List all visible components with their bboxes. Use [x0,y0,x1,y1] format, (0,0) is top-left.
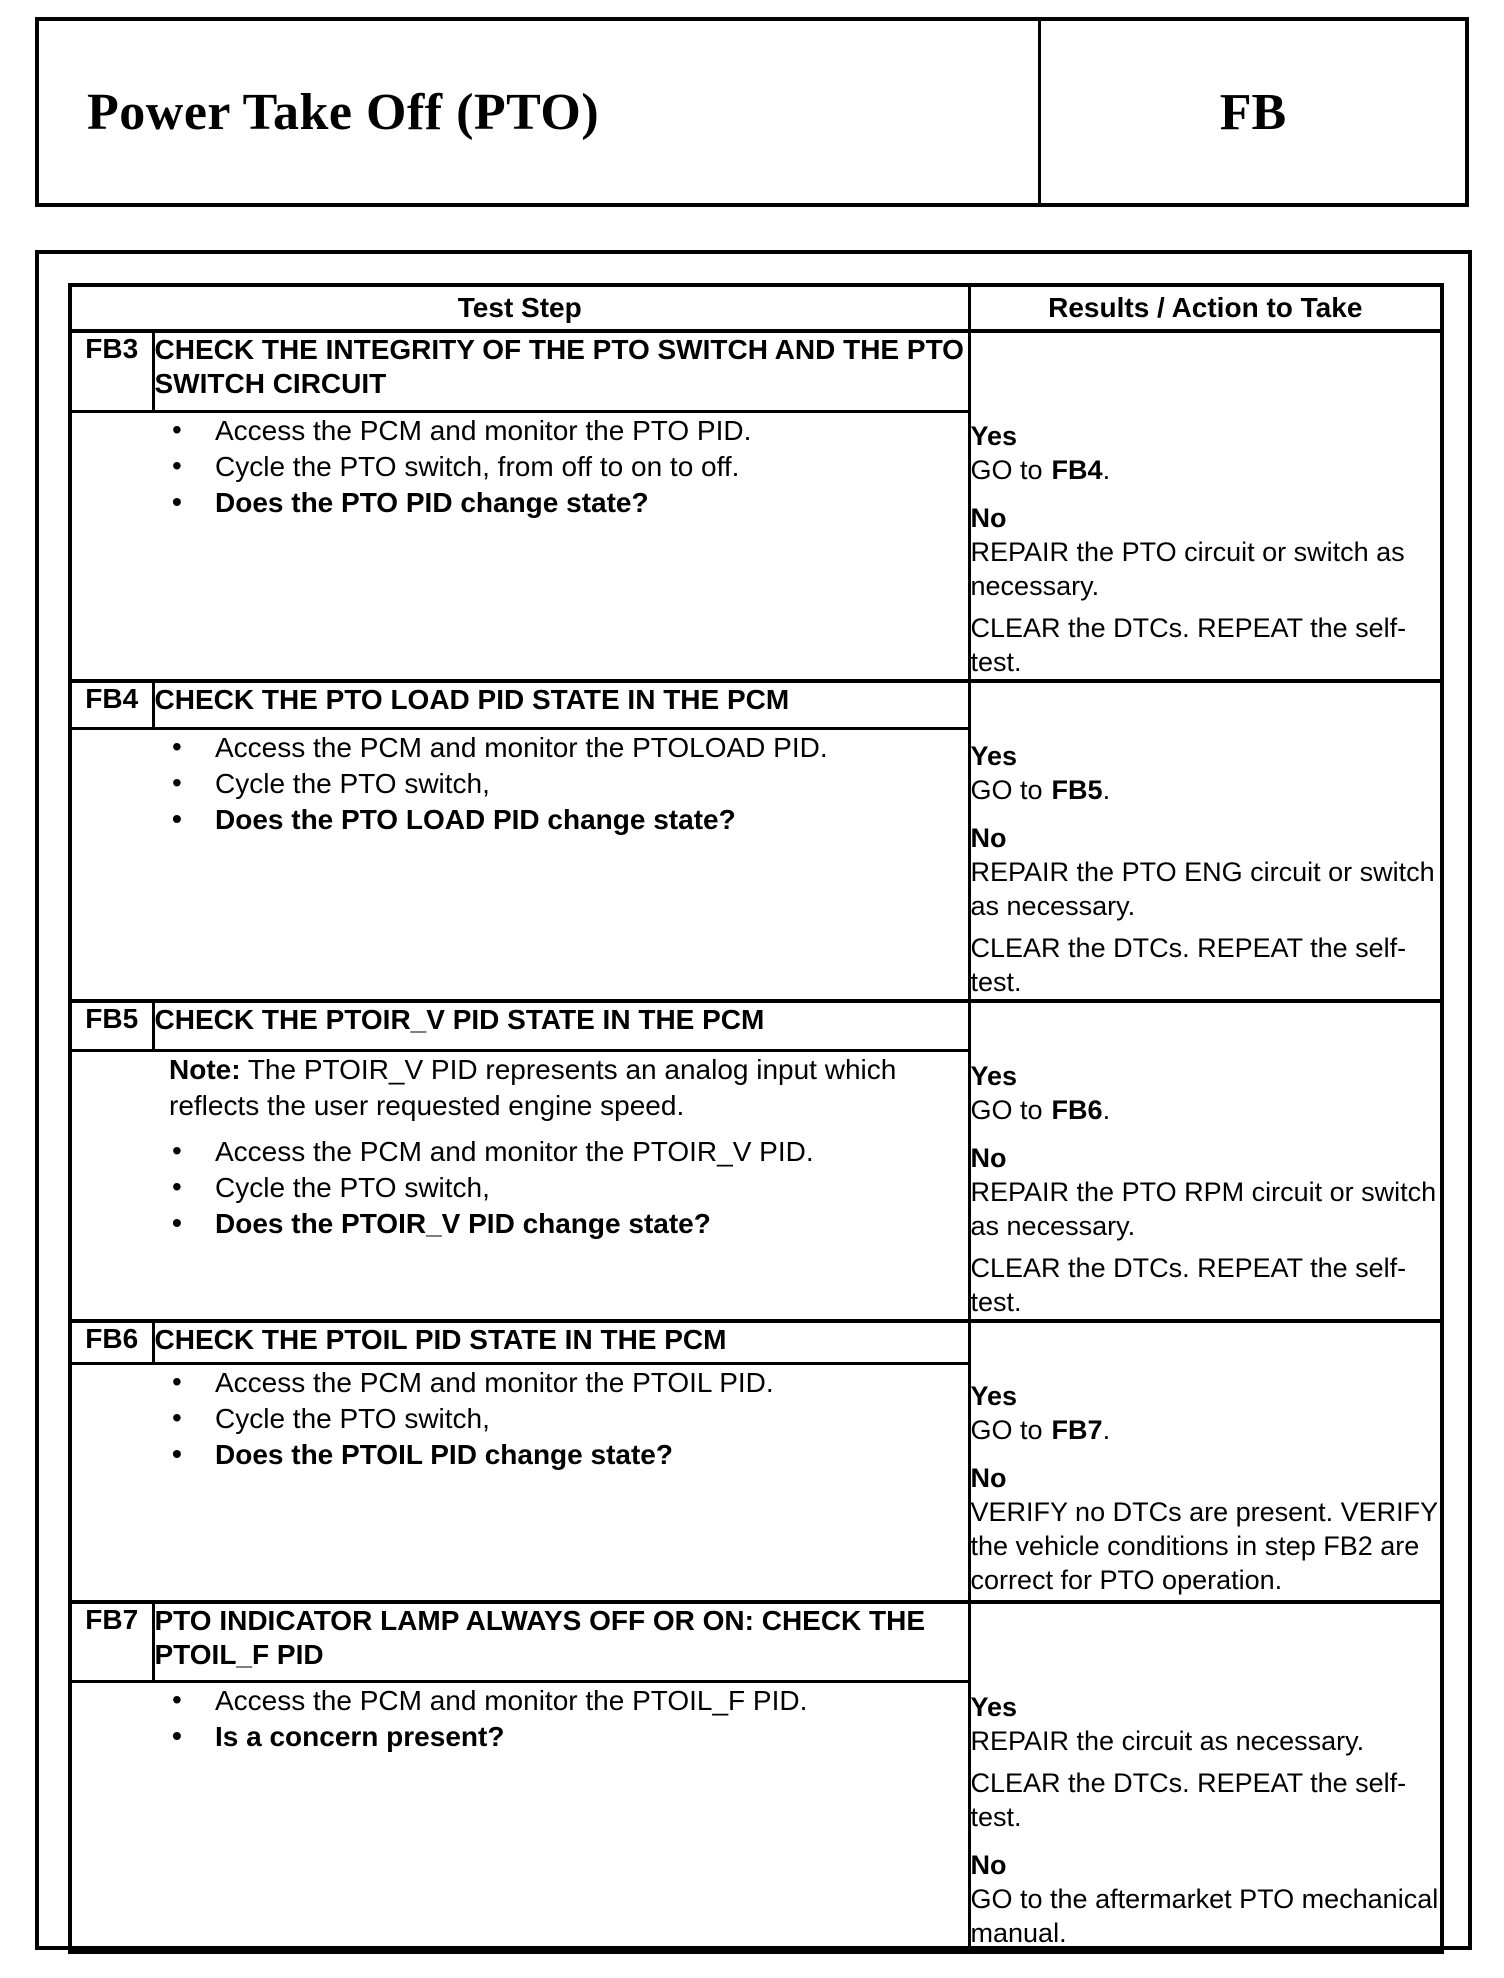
step-reference: FB5 [1051,775,1103,805]
step-title: CHECK THE PTOIR_V PID STATE IN THE PCM [153,1001,969,1051]
results-action: VERIFY no DTCs are present. VERIFY the vehicle conditions in step FB2 are correct for PTO operation. [970,1497,1438,1595]
step-reference: FB7 [1051,1415,1103,1445]
no-label: No [970,1143,1007,1173]
results-yes-block [971,1690,1441,1834]
step-results-cell [969,1602,1442,1952]
bullet-item-question: • Does the PTOIL PID change state? [72,1437,968,1473]
no-label: No [970,823,1007,853]
bullet-item: • Cycle the PTO switch, [72,1401,968,1437]
bullet-item: • Access the PCM and monitor the PTOIL_F PID. [72,1683,968,1719]
bullet-item-question: • Does the PTO PID change state? [72,485,968,521]
column-header-results: Results / Action to Take [969,285,1442,331]
bullet-item: • Cycle the PTO switch, [72,1170,968,1206]
step-body-cell [70,1363,969,1602]
bullet-item-question: • Is a concern present? [72,1719,968,1755]
step-instructions [72,730,968,838]
step-title: PTO INDICATOR LAMP ALWAYS OFF OR ON: CHECK THE PTOIL_F PID [153,1602,969,1682]
results-action: GO to the aftermarket PTO mechanical manual. [970,1884,1439,1948]
results-yes-block [971,739,1441,807]
step-title-row [70,331,1442,411]
header-code-cell [1038,21,1465,203]
results-action: GO to FB5. [970,775,1111,805]
no-label: No [970,1850,1007,1880]
results-action: REPAIR the circuit as necessary. [970,1726,1365,1756]
step-id-label: FB7 [70,1602,153,1682]
yes-label: Yes [970,1061,1018,1091]
step-reference: FB4 [1051,455,1103,485]
results-yes-block [971,419,1441,487]
results-action: CLEAR the DTCs. REPEAT the self-test. [970,1768,1407,1832]
yes-label: Yes [970,421,1018,451]
results-action: GO to FB7. [970,1415,1111,1445]
step-title-row [70,1602,1442,1682]
no-label: No [970,1463,1007,1493]
step-title: CHECK THE PTO LOAD PID STATE IN THE PCM [153,681,969,728]
step-title-row [70,681,1442,728]
pinpoint-test-box [35,250,1472,1950]
results-action: REPAIR the PTO circuit or switch as necessary. [970,537,1405,601]
results-action: CLEAR the DTCs. REPEAT the self-test. [970,1253,1407,1317]
step-body-cell [70,1682,969,1952]
step-id-label: FB6 [70,1321,153,1363]
step-results-cell [969,1001,1442,1321]
section-code: FB [1219,83,1287,141]
results-yes-block [971,1059,1441,1127]
step-id-label: FB5 [70,1001,153,1051]
step-title: CHECK THE INTEGRITY OF THE PTO SWITCH AND THE PTO SWITCH CIRCUIT [153,331,969,411]
step-instructions [72,413,968,521]
results-no-block [971,821,1441,999]
bullet-item: • Cycle the PTO switch, [72,766,968,802]
results-action: CLEAR the DTCs. REPEAT the self-test. [970,613,1407,677]
bullet-item-question: • Does the PTOIR_V PID change state? [72,1206,968,1242]
yes-label: Yes [970,1692,1018,1722]
step-title-row [70,1001,1442,1051]
results-no-block [971,1848,1441,1950]
yes-label: Yes [970,1381,1018,1411]
results-no-block [971,1141,1441,1319]
step-reference: FB6 [1051,1095,1103,1125]
page-title: Power Take Off (PTO) [87,83,600,141]
results-action: REPAIR the PTO RPM circuit or switch as necessary. [970,1177,1437,1241]
no-label: No [970,503,1007,533]
column-header-test-step: Test Step [457,292,582,323]
yes-label: Yes [970,741,1018,771]
results-action: GO to FB6. [970,1095,1111,1125]
step-body-cell [70,1051,969,1321]
results-no-block [971,501,1441,679]
step-instructions [72,1365,968,1473]
bullet-item-question: • Does the PTO LOAD PID change state? [72,802,968,838]
step-results-cell [969,1321,1442,1602]
header-title-cell [39,21,1038,203]
step-results-cell [969,331,1442,681]
results-no-block [971,1461,1441,1597]
step-title: CHECK THE PTOIL PID STATE IN THE PCM [153,1321,969,1363]
note-label: Note: [169,1054,241,1086]
bullet-item: • Access the PCM and monitor the PTO PID. [72,413,968,449]
bullet-item: • Cycle the PTO switch, from off to on to off. [72,449,968,485]
bullet-item: • Access the PCM and monitor the PTOIR_V PID. [72,1134,968,1170]
step-title-row [70,1321,1442,1363]
results-action: GO to FB4. [970,455,1111,485]
step-id-label: FB3 [70,331,153,411]
bullet-item: • Access the PCM and monitor the PTOLOAD PID. [72,730,968,766]
step-note: Note: The PTOIR_V PID represents an analog input which reflects the user requested engine speed. [169,1054,897,1122]
bullet-item: • Access the PCM and monitor the PTOIL PID. [72,1365,968,1401]
step-body-cell [70,728,969,1001]
table-header-row [70,285,1442,331]
step-body-cell [70,411,969,681]
step-id-label: FB4 [70,681,153,728]
step-instructions [72,1683,968,1755]
results-action: CLEAR the DTCs. REPEAT the self-test. [970,933,1407,997]
step-results-cell [969,681,1442,1001]
header-box [35,17,1469,207]
results-action: REPAIR the PTO ENG circuit or switch as necessary. [970,857,1435,921]
step-instructions [72,1134,968,1242]
pinpoint-test-table [68,283,1444,1954]
results-yes-block [971,1379,1441,1447]
